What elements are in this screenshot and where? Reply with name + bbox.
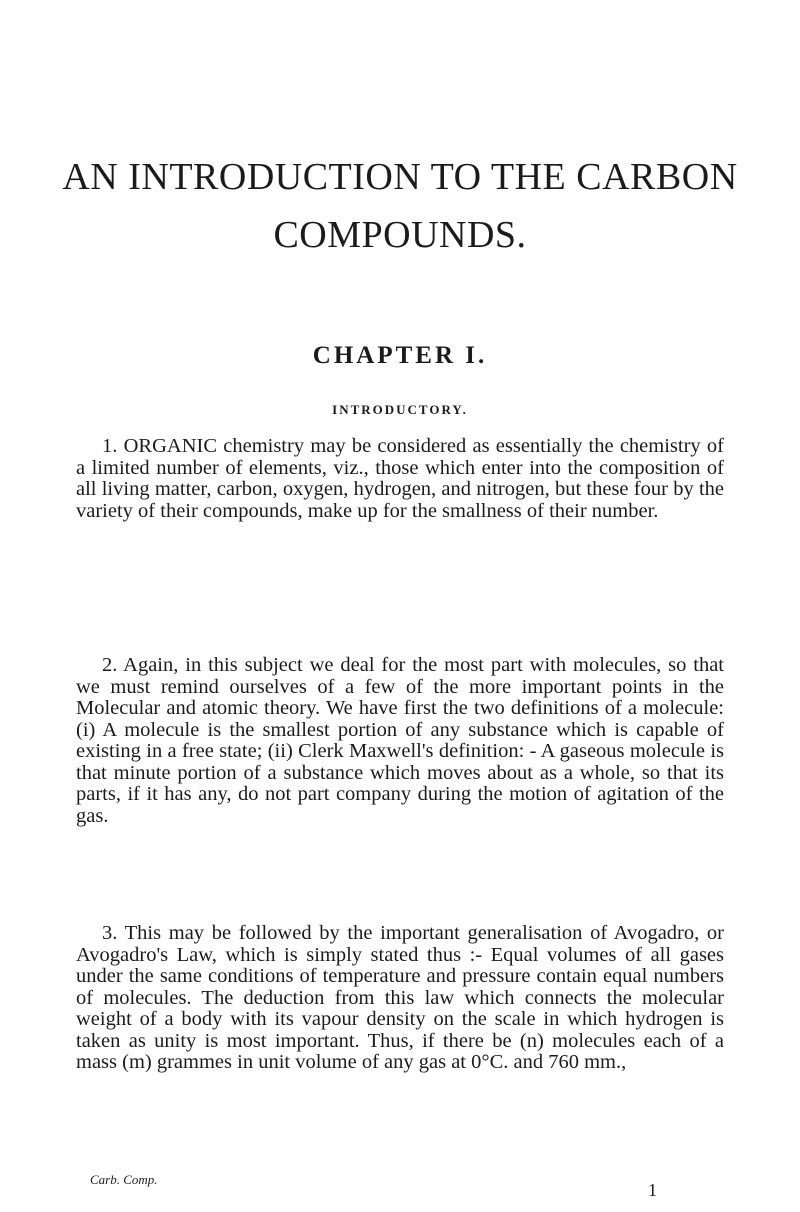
paragraph-1: 1. ORGANIC chemistry may be considered as essentially the chemistry of a limited number of elements, viz., those which enter into the composition of all living matter, carbon, oxygen, hydrogen, and nitrogen, but these four by the variety of their compounds, make up for the smallness of their number. (76, 435, 724, 522)
book-title: AN INTRODUCTION TO THE CARBON COMPOUNDS. (62, 156, 738, 256)
paragraph-2: 2. Again, in this subject we deal for the most part with molecules, so that we must remind ourselves of a few of the more important points in the Molecular and atomic theory. We have first the two definitions of a molecule: (i) A molecule is the smallest portion of any substance which is capable of existing in a free state; (ii) Clerk Maxwell's definition: - A gaseous molecule is that minute portion of a substance which moves about as a whole, so that its parts, if it has any, do not part company during the motion of agitation of the gas. (76, 654, 724, 827)
page-footer (90, 1172, 710, 1208)
chapter-heading: CHAPTER I. (312, 342, 488, 369)
running-foot: Carb. Comp. (90, 1172, 158, 1187)
page-number: 1 (648, 1180, 657, 1200)
chapter-subheading: INTRODUCTORY. (332, 402, 468, 417)
paragraph-3: 3. This may be followed by the important generalisation of Avogadro, or Avogadro's Law, which is simply stated thus :- Equal volumes of all gases under the same conditions of temperature and pressure contain equal numbers of molecules. The deduction from this law which connects the molecular weight of a body with its vapour density on the scale in which hydrogen is taken as unity is most important. Thus, if there be (n) molecules each of a mass (m) grammes in unit volume of any gas at 0°C. and 760 mm., (76, 922, 724, 1073)
